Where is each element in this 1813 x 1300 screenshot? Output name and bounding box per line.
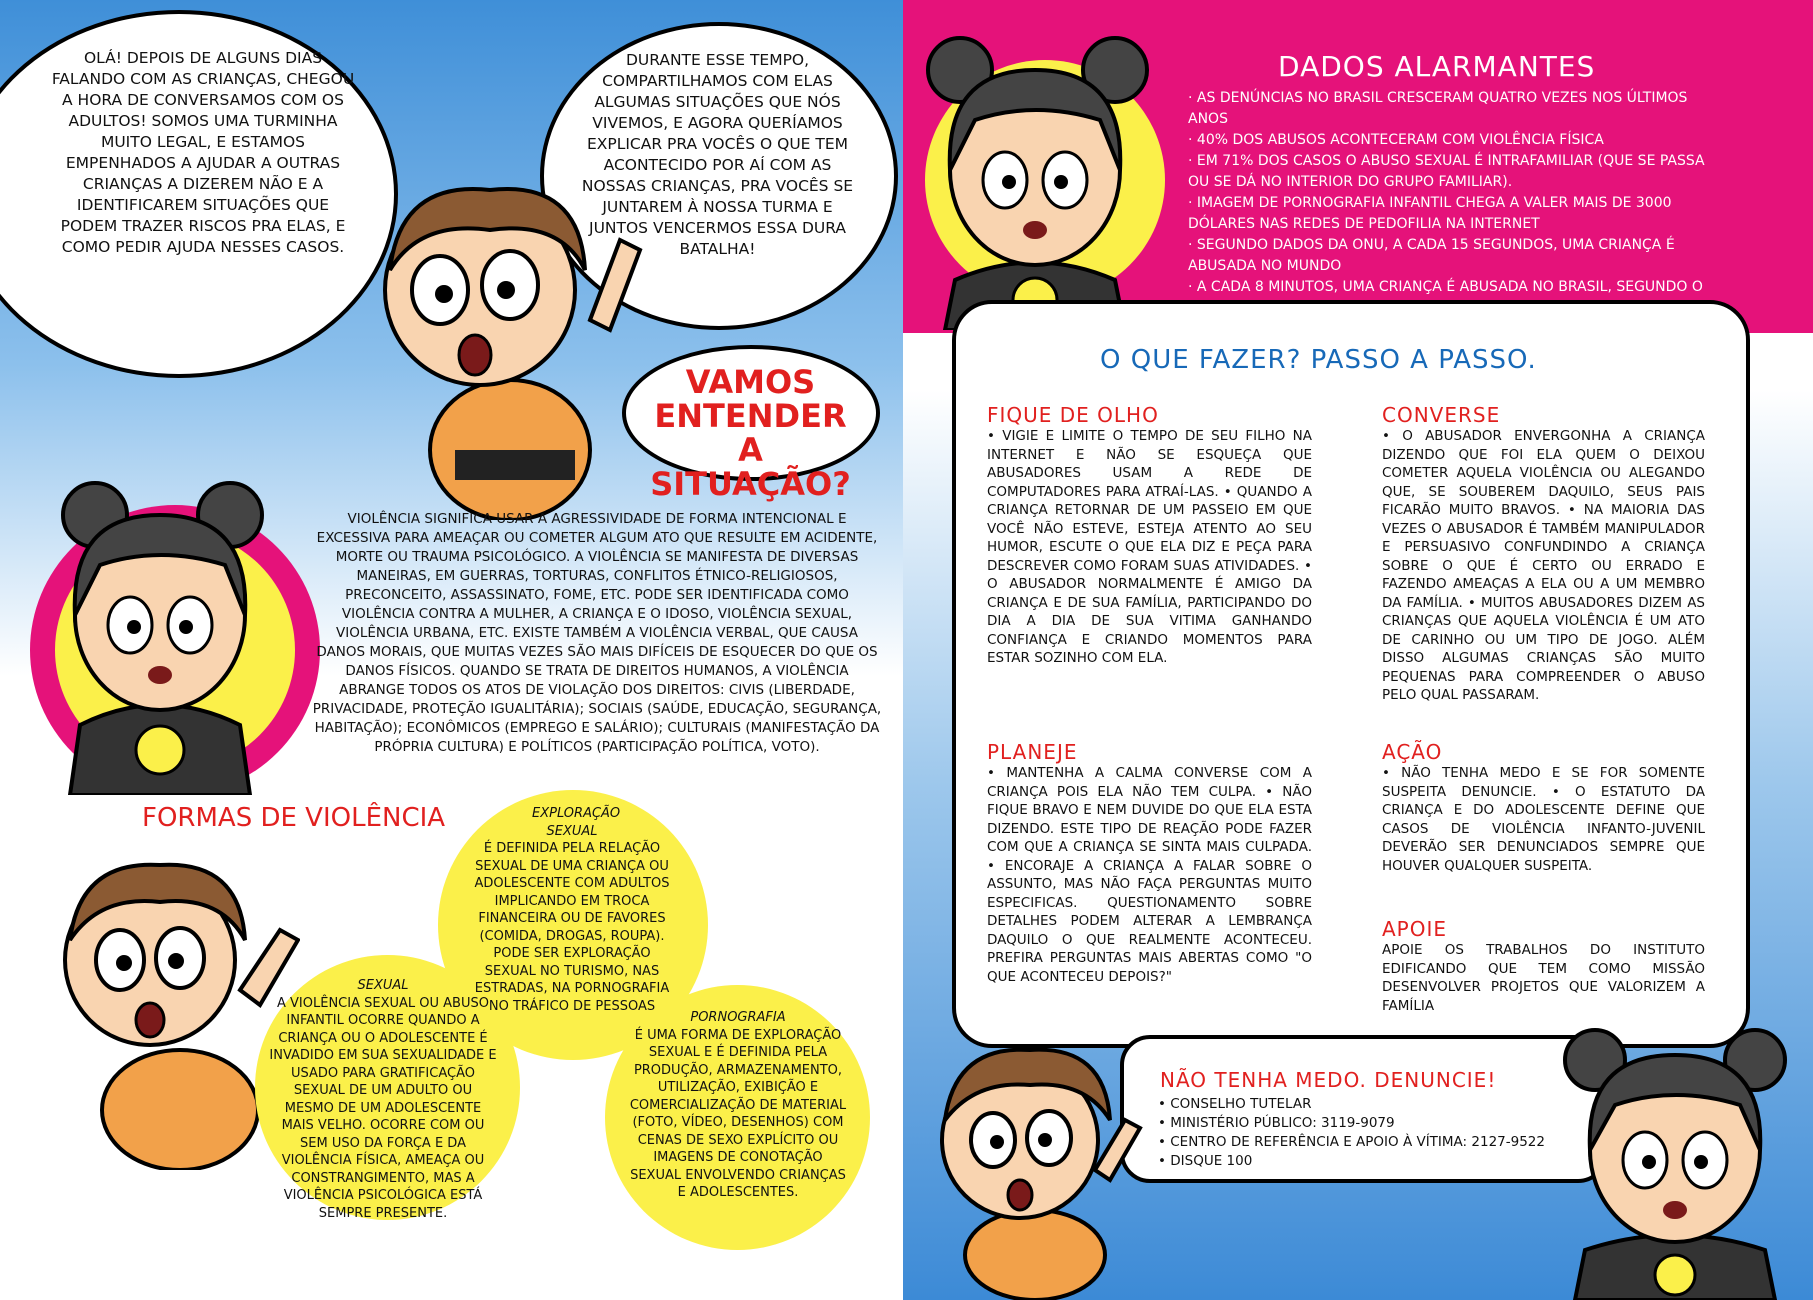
explain-text: DURANTE ESSE TEMPO, COMPARTILHAMOS COM ELAS ALGUMAS SITUAÇÕES QUE NÓS VIVEMOS, E AGORA QUERÍAMOS EXPLICAR PRA VOCÊS O QUE TEM ACONTECIDO POR AÍ COM AS NOSSAS CRIANÇAS, PRA VOCÊS SE JUNTAREM À NOSSA TURMA E JUNTOS VENCERMOS ESSA DURA BATALHA!	[581, 51, 854, 258]
girl-character	[40, 475, 290, 795]
intro-text: OLÁ! DEPOIS DE ALGUNS DIAS FALANDO COM AS CRIANÇAS, CHEGOU A HORA DE CONVERSAMOS COM OS ADULTOS! SOMOS UMA TURMINHA MUITO LEGAL, E ESTAMOS EMPENHADOS A AJUDAR A OUTRAS CRIANÇAS A DIZEREM NÃO E A IDENTIFICAREM SITUAÇÕES QUE PODEM TRAZER RISCOS PRA ELAS, E COMO PEDIR AJUDA NESSES CASOS.	[51, 49, 355, 256]
dados-title: DADOS ALARMANTES	[1278, 50, 1596, 83]
contato-item: • CENTRO DE REFERÊNCIA E APOIO À VÍTIMA: 2127-9522	[1158, 1134, 1545, 1150]
acao-block	[1382, 740, 1705, 875]
fique-text: • VIGIE E LIMITE O TEMPO DE SEU FILHO NA INTERNET E NÃO SE ESQUEÇA QUE ABUSADORES USAM A REDE DE COMPUTADORES PARA ATRAÍ-LAS. • QUANDO A CRIANÇA RETORNAR DE UM PASSEIO EM QUE VOCÊ NÃO ESTEVE, ESTEJA ATENTO AO SEU HUMOR, ESCUTE O QUE ELA DIZ E PEÇA PARA DESCREVER COMO FORAM SUAS ATIVIDADES. • O ABUSADOR NORMALMENTE É AMIGO DA CRIANÇA E DE SUA FAMÍLIA, PARTICIPANDO DO DIA A DIA DE SUA VITIMA GANHANDO CONFIANÇA E CRIANDO MOMENTOS PARA ESTAR SOZINHO COM ELA.	[987, 428, 1312, 666]
apoie-text: APOIE OS TRABALHOS DO INSTITUTO EDIFICANDO QUE TEM COMO MISSÃO DESENVOLVER PROJETOS QUE VALORIZEM A FAMÍLIA	[1382, 942, 1705, 1014]
planeje-title: PLANEJE	[987, 740, 1078, 764]
dados-item: · AS DENÚNCIAS NO BRASIL CRESCERAM QUATRO VEZES NOS ÚLTIMOS ANOS	[1188, 90, 1688, 127]
fique-block	[987, 403, 1312, 668]
pornografia-text: É UMA FORMA DE EXPLORAÇÃO SEXUAL E É DEFINIDA PELA PRODUÇÃO, ARMAZENAMENTO, UTILIZAÇÃO, EXIBIÇÃO E COMERCIALIZAÇÃO DE MATERIAL (FOTO, VÍDEO, DESENHOS) COM CENAS DE SEXO EXPLÍCITO OU IMAGENS DE CONOTAÇÃO SEXUAL ENVOLVENDO CRIANÇAS E ADOLESCENTES.	[629, 1027, 847, 1200]
denuncie-title: NÃO TENHA MEDO. DENUNCIE!	[1160, 1068, 1497, 1092]
dados-item: · EM 71% DOS CASOS O ABUSO SEXUAL É INTRAFAMILIAR (QUE SE PASSA OU SE DÁ NO INTERIOR DO GRUPO FAMILIAR).	[1188, 153, 1705, 190]
exploracao-block	[472, 805, 672, 1015]
exploracao-title: EXPLORAÇÃO SEXUAL	[532, 806, 621, 839]
converse-text: • O ABUSADOR ENVERGONHA A CRIANÇA DIZENDO QUE FOI ELA QUEM O DEIXOU COMETER AQUELA VIOLÊNCIA OU ALEGANDO QUE, SE SOUBEREM DAQUILO, SEUS PAIS FICARÃO MUITO BRAVOS. • NA MAIORIA DAS VEZES O ABUSADOR É TAMBÉM MANIPULADOR E PERSUASIVO CONFUNDINDO A CRIANÇA SOBRE O QUE É CERTO OU ERRADO E FAZENDO AMEAÇAS A ELA OU A UM MEMBRO DA FAMÍLIA. • MUITOS ABUSADORES DIZEM AS CRIANÇAS QUE AQUELA VIOLÊNCIA É UM ATO DE CARINHO OU UM TIPO DE JOGO. ALÉM DISSO ALGUMAS CRIANÇAS SÃO MUITO PEQUENAS PARA COMPREENDER O ABUSO PELO QUAL PASSARAM.	[1382, 428, 1705, 703]
apoie-title: APOIE	[1382, 917, 1448, 941]
passo-title: O QUE FAZER? PASSO A PASSO.	[1100, 345, 1537, 375]
contato-item: • CONSELHO TUTELAR	[1158, 1096, 1312, 1112]
pornografia-block	[628, 1009, 848, 1202]
contato-item: • MINISTÉRIO PÚBLICO: 3119-9079	[1158, 1115, 1395, 1131]
boy-character	[360, 160, 660, 520]
formas-title: FORMAS DE VIOLÊNCIA	[142, 803, 446, 833]
planeje-block	[987, 740, 1312, 986]
planeje-text: • MANTENHA A CALMA CONVERSE COM A CRIANÇA POIS ELA NÃO TEM CULPA. • NÃO FIQUE BRAVO E NEM DUVIDE DO QUE ELA ESTA DIZENDO. ESTE TIPO DE REAÇÃO PODE FAZER COM QUE A CRIANÇA SE SINTA MAIS CULPADA. • ENCORAJE A CRIANÇA A FALAR SOBRE O ASSUNTO, MAS NÃO FAÇA PERGUNTAS MUITO ESPECIFICAS. QUESTIONAMENTO SOBRE DETALHES PODEM ALTERAR A LEMBRANÇA DAQUILO O QUE REALMENTE ACONTECEU. PREFIRA PERGUNTAS MAIS ABERTAS COMO "O QUE ACONTECEU DEPOIS?"	[987, 765, 1312, 985]
converse-block	[1382, 403, 1705, 705]
acao-title: AÇÃO	[1382, 740, 1443, 764]
exploracao-text: É DEFINIDA PELA RELAÇÃO SEXUAL DE UMA CRIANÇA OU ADOLESCENTE COM ADULTOS IMPLICANDO EM TROCA FINANCEIRA OU DE FAVORES (COMIDA, DROGAS, ROUPA). PODE SER EXPLORAÇÃO SEXUAL NO TURISMO, NAS ESTRADAS, NA PORNOGRAFIA NO TRÁFICO DE PESSOAS	[474, 841, 670, 1014]
contato-item: • DISQUE 100	[1158, 1153, 1253, 1169]
apoie-block	[1382, 917, 1705, 1015]
sexual-title: SEXUAL	[357, 978, 409, 993]
dados-item: · IMAGEM DE PORNOGRAFIA INFANTIL CHEGA A VALER MAIS DE 3000 DÓLARES NAS REDES DE PEDOFILIA NA INTERNET	[1188, 195, 1672, 232]
boy-character-right	[925, 1030, 1145, 1300]
dados-item: · A CADA 8 MINUTOS, UMA CRIANÇA É ABUSADA NO BRASIL, SEGUNDO O	[1188, 279, 1703, 295]
contatos-list	[1158, 1095, 1578, 1171]
converse-title: CONVERSE	[1382, 403, 1501, 427]
acao-text: • NÃO TENHA MEDO E SE FOR SOMENTE SUSPEITA DENUNCIE. • O ESTATUTO DA CRIANÇA E DO ADOLESCENTE DEFINE QUE CASOS DE VIOLÊNCIA INFANTO-JUVENIL DEVERÃO SER DENUNCIADOS SEMPRE QUE HOUVER QUALQUER SUSPEITA.	[1382, 765, 1705, 874]
fique-title: FIQUE DE OLHO	[987, 403, 1159, 427]
girl-character-bottom	[1545, 1020, 1805, 1300]
dados-list	[1188, 88, 1728, 319]
violence-definition: VIOLÊNCIA SIGNIFICA USAR A AGRESSIVIDADE DE FORMA INTENCIONAL E EXCESSIVA PARA AMEAÇAR OU COMETER ALGUM ATO QUE RESULTE EM ACIDENTE, MORTE OU TRAUMA PSICOLÓGICO. A VIOLÊNCIA SE MANIFESTA DE DIVERSAS MANEIRAS, EM GUERRAS, TORTURAS, CONFLITOS ÉTNICO-RELIGIOSOS, PRECONCEITO, ASSASSINATO, FOME, ETC. PODE SER IDENTIFICADA COMO VIOLÊNCIA CONTRA A MULHER, A CRIANÇA E O IDOSO, VIOLÊNCIA SEXUAL, VIOLÊNCIA URBANA, ETC. EXISTE TAMBÉM A VIOLÊNCIA VERBAL, QUE CAUSA DANOS MORAIS, QUE MUITAS VEZES SÃO MAIS DIFÍCEIS DE ESQUECER DO QUE OS DANOS FÍSICOS. QUANDO SE TRATA DE DIREITOS HUMANOS, A VIOLÊNCIA ABRANGE TODOS OS ATOS DE VIOLAÇÃO DOS DIREITOS: CIVIS (LIBERDADE, PRIVACIDADE, PROTEÇÃO IGUALITÁRIA); SOCIAIS (SAÚDE, EDUCAÇÃO, SEGURANÇA, HABITAÇÃO); ECONÔMICOS (EMPREGO E SALÁRIO); CULTURAIS (MANIFESTAÇÃO DA PRÓPRIA CULTURA) E POLÍTICOS (PARTICIPAÇÃO POLÍTICA, VOTO).	[312, 511, 882, 755]
girl-character-top	[915, 30, 1175, 330]
sexual-block	[268, 977, 498, 1222]
pornografia-title: PORNOGRAFIA	[690, 1010, 786, 1025]
dados-item: · SEGUNDO DADOS DA ONU, A CADA 15 SEGUNDOS, UMA CRIANÇA É ABUSADA NO MUNDO	[1188, 237, 1675, 274]
dados-item: · 40% DOS ABUSOS ACONTECERAM COM VIOLÊNCIA FÍSICA	[1188, 132, 1604, 148]
question-text: VAMOS ENTENDER A SITUAÇÃO?	[650, 363, 851, 503]
sexual-text: A VIOLÊNCIA SEXUAL OU ABUSO INFANTIL OCORRE QUANDO A CRIANÇA OU O ADOLESCENTE É INVADIDO EM SUA SEXUALIDADE E USADO PARA GRATIFICAÇÃO SEXUAL DE UM ADULTO OU MESMO DE UM ADOLESCENTE MAIS VELHO. OCORRE COM OU SEM USO DA FORÇA E DA VIOLÊNCIA FÍSICA, AMEAÇA OU CONSTRANGIMENTO, MAS A VIOLÊNCIA PSICOLÓGICA ESTÁ SEMPRE PRESENTE.	[269, 995, 497, 1221]
